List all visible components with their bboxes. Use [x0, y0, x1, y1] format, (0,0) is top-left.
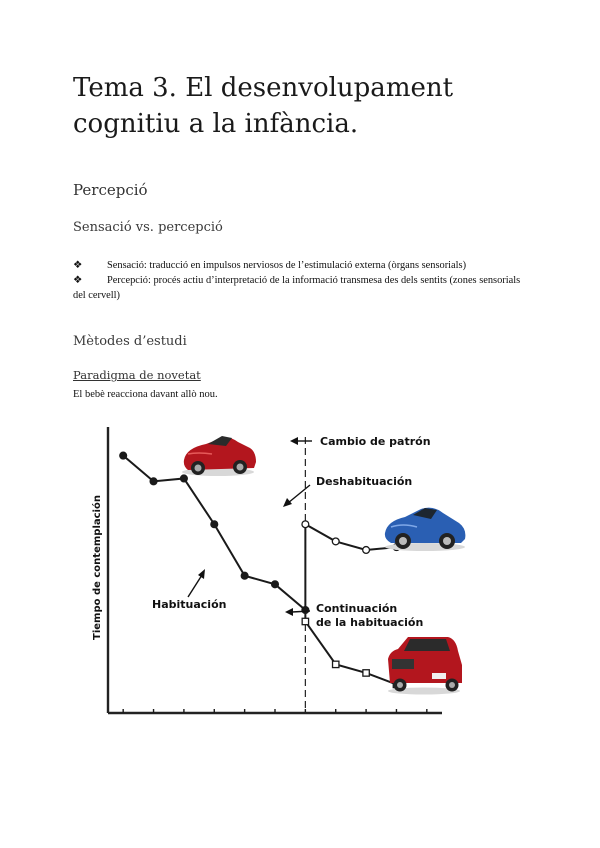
annotation-dishabituation: Deshabituación — [316, 475, 413, 488]
series-line-2 — [305, 524, 396, 610]
data-point — [302, 521, 309, 528]
data-point — [363, 547, 370, 554]
annotation-habituation: Habituación — [152, 598, 227, 611]
data-point — [302, 618, 308, 624]
data-point — [302, 607, 309, 614]
arrow-line — [292, 611, 310, 612]
diamond-bullet-icon: ❖ — [73, 275, 83, 286]
bullet-text: Sensació: traducció en impulsos nerviosos de l’estimulació externa (òrgans sensorials) — [107, 260, 467, 271]
data-point — [150, 478, 157, 485]
page-title: Tema 3. El desenvolupament cognitiu a la infància. — [73, 73, 454, 139]
habituation-chart — [70, 415, 490, 725]
annotation-pattern-change: Cambio de patrón — [320, 435, 431, 448]
data-point — [120, 452, 127, 459]
list-item — [73, 273, 533, 303]
section-heading-percepcio: Percepció — [73, 181, 148, 199]
diamond-bullet-icon: ❖ — [73, 260, 83, 271]
series-lines — [123, 456, 396, 685]
y-axis-label: Tiempo de contemplación — [92, 495, 103, 640]
arrow-head-icon — [283, 498, 292, 507]
subsubsection-heading-paradigma: Paradigma de novetat — [73, 368, 201, 382]
arrow-line — [188, 575, 202, 597]
data-point — [181, 475, 188, 482]
bullet-text: Percepció: procés actiu d’interpretació de la informació transmesa des dels sentits (zones sensorials del cervell) — [73, 275, 521, 301]
data-point — [241, 572, 248, 579]
blue-roadster-car-icon — [385, 508, 466, 551]
data-point — [272, 581, 279, 588]
arrow-line — [288, 485, 310, 503]
annotation-continuation-2: de la habituación — [316, 616, 424, 629]
subsection-heading-metodes: Mètodes d’estudi — [73, 334, 187, 349]
bullet-list — [73, 258, 533, 303]
data-point — [333, 661, 339, 667]
arrow-head-icon — [290, 437, 298, 445]
subsection-heading-sensacio: Sensació vs. percepció — [73, 220, 223, 235]
body-paragraph: El bebè reacciona davant allò nou. — [73, 389, 218, 400]
red-roadster-car-icon — [182, 436, 256, 476]
arrow-head-icon — [285, 608, 293, 616]
red-suv-car-icon — [388, 637, 462, 695]
data-point — [332, 538, 339, 545]
annotation-continuation-1: Continuación — [316, 602, 398, 615]
list-item — [73, 258, 533, 273]
data-point — [211, 521, 218, 528]
arrow-head-icon — [198, 569, 205, 579]
data-point — [363, 670, 369, 676]
